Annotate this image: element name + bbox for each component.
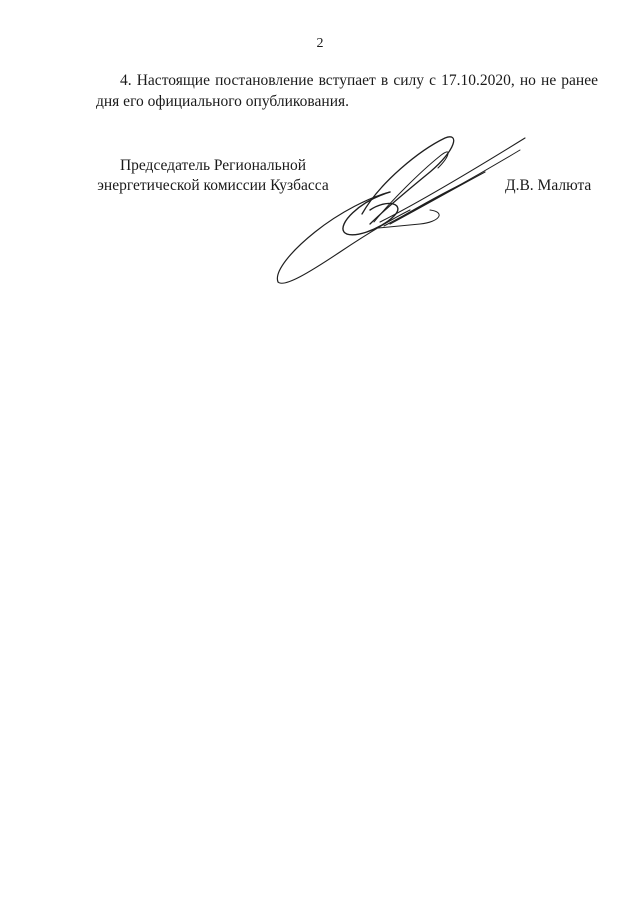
paragraph-line-2: дня его официального опубликования. <box>96 93 350 110</box>
paragraph-line-1: 4. Настоящие постановление вступает в силу с 17.10.2020, но не ранее <box>120 72 598 89</box>
handwritten-signature-icon <box>270 132 530 292</box>
signatory-name: Д.В. Малюта <box>505 177 592 194</box>
page-number: 2 <box>316 36 324 51</box>
effective-date-paragraph <box>96 70 598 112</box>
signatory-title-line-2: энергетической комиссии Кузбасса <box>97 177 329 194</box>
signatory-title-line-1: Председатель Региональной <box>119 157 307 174</box>
